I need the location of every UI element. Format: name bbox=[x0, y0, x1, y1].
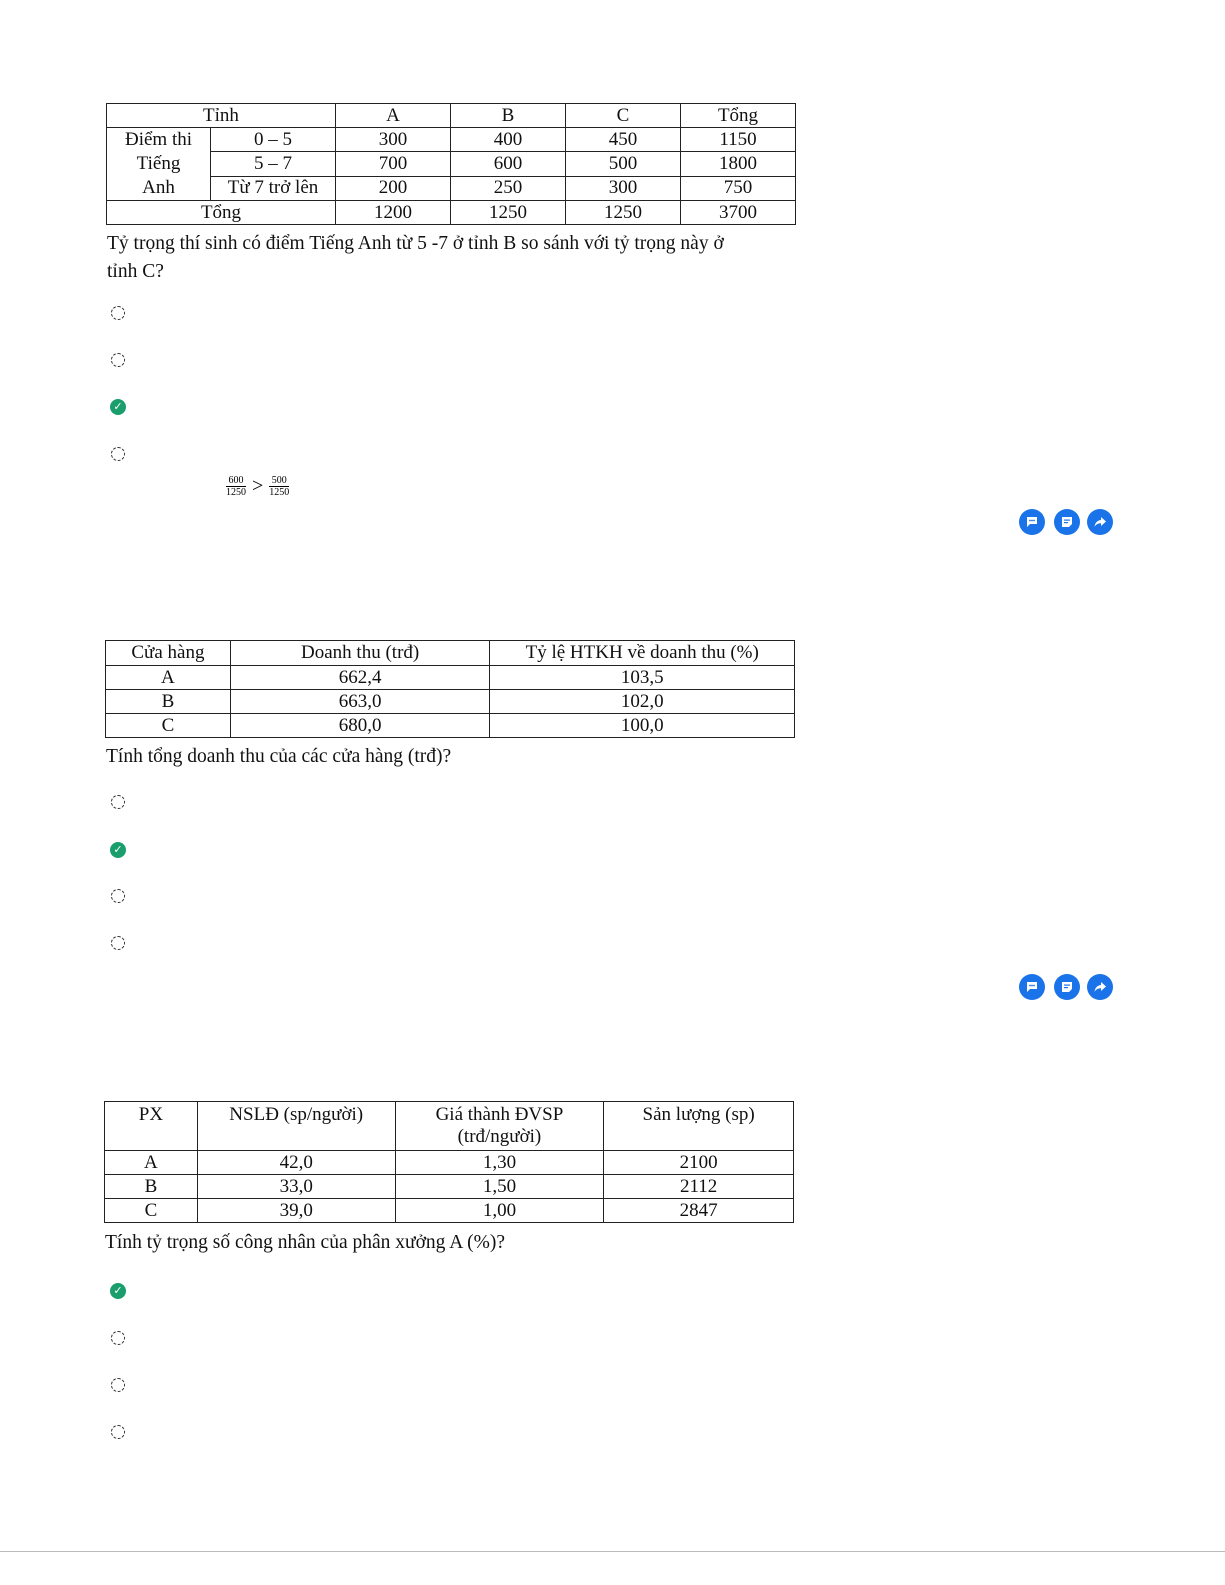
table-cell: 2112 bbox=[604, 1175, 794, 1199]
table-cell: B bbox=[105, 1175, 198, 1199]
table-cell: 663,0 bbox=[230, 690, 490, 714]
question-2-text: Tính tổng doanh thu của các cửa hàng (trđ)? bbox=[106, 746, 452, 767]
table-cell: 200 bbox=[336, 176, 451, 200]
header-productivity: NSLĐ (sp/người) bbox=[197, 1102, 395, 1151]
header-px: PX bbox=[105, 1102, 198, 1151]
table-cell: 700 bbox=[336, 152, 451, 176]
table-cell: C bbox=[105, 1199, 198, 1223]
comparison-operator: > bbox=[252, 475, 264, 497]
province-score-table bbox=[106, 103, 796, 225]
comment-button[interactable] bbox=[1019, 974, 1045, 1000]
comment-button[interactable] bbox=[1019, 509, 1045, 535]
table-cell: 2100 bbox=[604, 1151, 794, 1175]
header-unit-cost: Giá thành ĐVSP (trđ/người) bbox=[395, 1102, 604, 1151]
correct-check-icon[interactable]: ✓ bbox=[110, 842, 126, 858]
fraction-left: $\frac{600}{1250}$ bbox=[226, 475, 246, 498]
table-cell: A bbox=[106, 666, 231, 690]
table-cell: 103,5 bbox=[490, 666, 795, 690]
note-icon bbox=[1060, 980, 1074, 994]
explanation-formula bbox=[226, 475, 289, 503]
option-radio[interactable] bbox=[111, 447, 125, 461]
table-cell: 1,00 bbox=[395, 1199, 604, 1223]
question-3-text: Tính tỷ trọng số công nhân của phân xưởng A (%)? bbox=[105, 1232, 505, 1253]
table-cell: 2847 bbox=[604, 1199, 794, 1223]
correct-check-icon[interactable]: ✓ bbox=[110, 1283, 126, 1299]
header-total: Tổng bbox=[681, 104, 796, 128]
option-radio[interactable] bbox=[111, 795, 125, 809]
header-province: Tỉnh bbox=[107, 104, 336, 128]
header-plan-rate: Tỷ lệ HTKH về doanh thu (%) bbox=[490, 641, 795, 666]
table-cell: C bbox=[106, 714, 231, 738]
header-store: Cửa hàng bbox=[106, 641, 231, 666]
share-button[interactable] bbox=[1087, 974, 1113, 1000]
table-cell: 450 bbox=[566, 128, 681, 152]
share-button[interactable] bbox=[1087, 509, 1113, 535]
table-cell: 33,0 bbox=[197, 1175, 395, 1199]
table-cell: 662,4 bbox=[230, 666, 490, 690]
correct-check-icon[interactable]: ✓ bbox=[110, 399, 126, 415]
table-cell: 1150 bbox=[681, 128, 796, 152]
option-radio[interactable] bbox=[111, 889, 125, 903]
option-radio[interactable] bbox=[111, 1425, 125, 1439]
table-cell: 1250 bbox=[566, 201, 681, 225]
question-1-text: Tỷ trọng thí sinh có điểm Tiếng Anh từ 5 -7 ở tỉnh B so sánh với tỷ trọng này ở tỉnh C? bbox=[107, 233, 724, 282]
header-b: B bbox=[451, 104, 566, 128]
note-button[interactable] bbox=[1054, 509, 1080, 535]
header-c: C bbox=[566, 104, 681, 128]
header-a: A bbox=[336, 104, 451, 128]
option-radio[interactable] bbox=[111, 306, 125, 320]
comment-icon bbox=[1025, 515, 1039, 529]
comment-icon bbox=[1025, 980, 1039, 994]
table-cell: 1,30 bbox=[395, 1151, 604, 1175]
option-radio[interactable] bbox=[111, 1378, 125, 1392]
table-cell: 102,0 bbox=[490, 690, 795, 714]
row-label: 0 – 5 bbox=[211, 128, 336, 152]
share-icon bbox=[1093, 515, 1107, 529]
row-label: Từ 7 trở lên bbox=[211, 176, 336, 200]
table-cell: 500 bbox=[566, 152, 681, 176]
table-cell: 400 bbox=[451, 128, 566, 152]
option-radio[interactable] bbox=[111, 1331, 125, 1345]
table-cell: 3700 bbox=[681, 201, 796, 225]
share-icon bbox=[1093, 980, 1107, 994]
option-radio[interactable] bbox=[111, 353, 125, 367]
table-cell: 42,0 bbox=[197, 1151, 395, 1175]
total-label: Tổng bbox=[107, 201, 336, 225]
table-cell: 1,50 bbox=[395, 1175, 604, 1199]
table-cell: 39,0 bbox=[197, 1199, 395, 1223]
header-output: Sản lượng (sp) bbox=[604, 1102, 794, 1151]
option-radio[interactable] bbox=[111, 936, 125, 950]
table-cell: 300 bbox=[336, 128, 451, 152]
footer-divider bbox=[0, 1551, 1225, 1552]
table-cell: 100,0 bbox=[490, 714, 795, 738]
header-revenue: Doanh thu (trđ) bbox=[230, 641, 490, 666]
note-button[interactable] bbox=[1054, 974, 1080, 1000]
table-cell: 1800 bbox=[681, 152, 796, 176]
table-cell: 1250 bbox=[451, 201, 566, 225]
row-label: 5 – 7 bbox=[211, 152, 336, 176]
note-icon bbox=[1060, 515, 1074, 529]
workshop-table bbox=[104, 1101, 794, 1223]
table-cell: B bbox=[106, 690, 231, 714]
group-label: Điểm thi Tiếng Anh bbox=[107, 128, 211, 201]
table-cell: 750 bbox=[681, 176, 796, 200]
fraction-right: $\frac{500}{1250}$ bbox=[269, 475, 290, 498]
table-cell: 680,0 bbox=[230, 714, 490, 738]
table-cell: 600 bbox=[451, 152, 566, 176]
table-cell: A bbox=[105, 1151, 198, 1175]
table-cell: 300 bbox=[566, 176, 681, 200]
store-revenue-table bbox=[105, 640, 795, 738]
table-cell: 250 bbox=[451, 176, 566, 200]
table-cell: 1200 bbox=[336, 201, 451, 225]
